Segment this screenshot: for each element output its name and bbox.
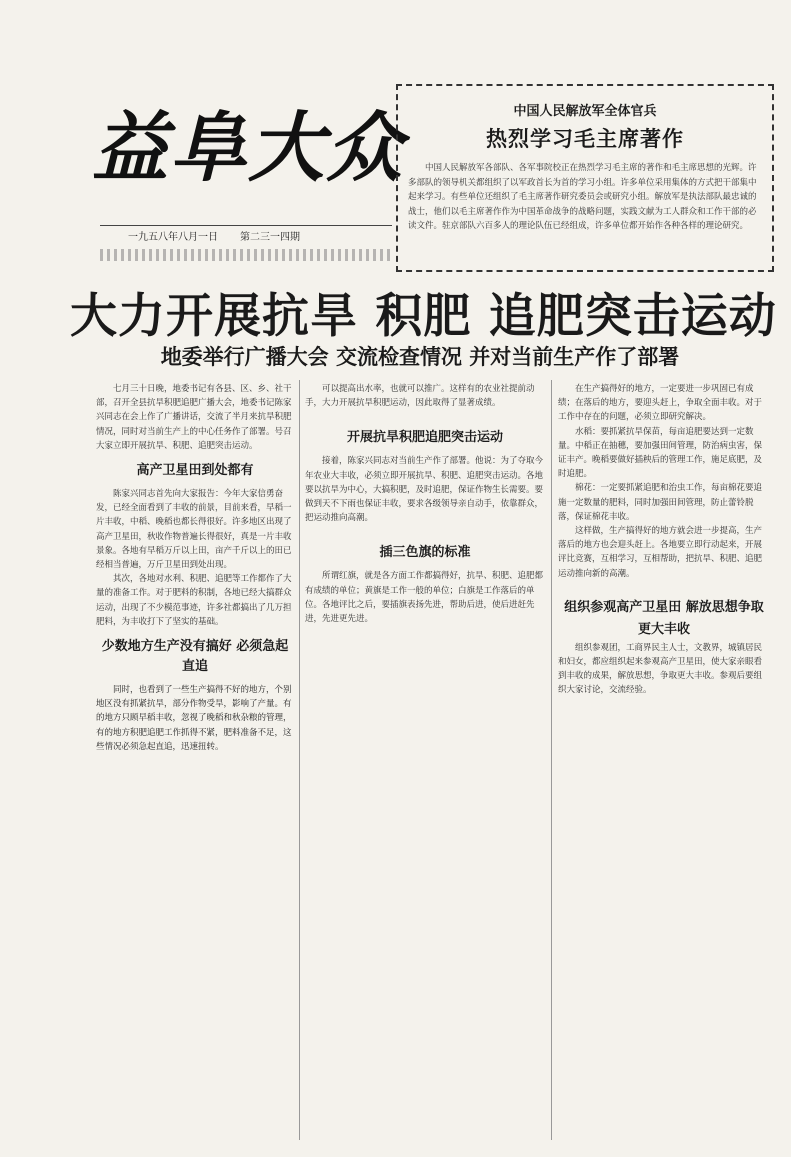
news-box-body: 中国人民解放军各部队、各军事院校正在热烈学习毛主席的著作和毛主席思想的光辉。许多部队的领导机关都组织了以军政首长为首的学习小组。许多单位采用集体的方式把干部集中起来学习。有些单位还组织了毛主席著作研究委员会或研究小组。解放军是执法部队最忠诚的战士，他们以毛主席著作作为中国革命战争的战略问题，实践文献为工人群众和工作干部的必读文件。驻京部队六百多人的理论队伍已经组成，许多单位都开始作各种各样的理论研究。 [408,163,757,231]
sub-headline: 地委举行广播大会 交流检查情况 并对当前生产作了部署 [160,344,680,369]
column-divider [299,380,300,1140]
masthead-title: 益阜大众 [92,103,404,192]
section-heading: 组织参观高产卫星田 解放思想争取更大丰收 [564,599,764,637]
section-heading: 少数地方生产没有搞好 必须急起直追 [101,639,289,675]
paragraph: 所谓红旗，就是各方面工作都搞得好，抗旱、积肥、追肥都有成绩的单位；黄旗是工作一般的单位；白旗是工作落后的单位。各地评比之后，要插旗表扬先进，帮助后进，使后进赶先进，先进更先进。 [305,571,544,625]
paragraph: 水稻：要抓紧抗旱保苗，每亩追肥要达到一定数量。中稻正在抽穗，要加强田间管理，防治病虫害，保证丰产。晚稻要做好插秧后的管理工作，施足底肥，及时追肥。 [558,426,763,480]
paragraph: 组织参观团，工商界民主人士，文教界，城镇居民和妇女，都应组织起来参观高产卫星田，使大家亲眼看到丰收的成果，解放思想，争取更大丰收。参观后要组织大家讨论，交流经验。 [558,642,763,696]
paragraph: 七月三十日晚，地委书记有各县、区、乡、社干部，召开全县抗旱积肥追肥广播大会，地委书记陈家兴同志在会上作了广播讲话，交流了半月来抗旱积肥情况，同时对当前生产上的中心任务作了部署。号召大家立即开展抗旱、积肥、追肥突击运动。 [96,384,292,451]
issue-number: 第二三一四期 [240,232,300,243]
date-bar [100,225,392,261]
decorative-border [100,249,392,261]
paragraph: 可以提高出水率，也就可以推广。这样有的农业社提前动手，大力开展抗旱积肥运动，因此取得了显著成绩。 [305,384,535,409]
paragraph: 在生产搞得好的地方，一定要进一步巩固已有成绩；在落后的地方，要迎头赶上，争取全面丰收。对于工作中存在的问题，必须立即研究解决。 [558,384,763,423]
news-box-supertitle: 中国人民解放军全体官兵 [513,104,657,119]
paragraph: 这样做，生产搞得好的地方就会进一步提高，生产落后的地方也会迎头赶上。各地要立即行动起来，开展评比竞赛，互相学习，互相帮助，把抗旱、积肥、追肥运动推向新的高潮。 [558,526,763,579]
paragraph: 棉花：一定要抓紧追肥和治虫工作，每亩棉花要追施一定数量的肥料，同时加强田间管理，防止蕾铃脱落，保证棉花丰收。 [558,483,763,522]
section-heading: 开展抗旱积肥追肥突击运动 [346,430,503,446]
section-heading: 高产卫星田到处都有 [136,463,254,479]
article-column-2 [305,382,545,1142]
section-heading: 插三色旗的标准 [379,545,471,561]
paragraph: 同时，也看到了一些生产搞得不好的地方，个别地区没有抓紧抗旱，部分作物受旱，影响了产量。有的地方只顾早稻丰收，忽视了晚稻和秋杂粮的管理，有的地方积肥追肥工作抓得不紧，肥料准备不足，这些情况必须急起直追，迅速扭转。 [96,685,292,752]
news-box [396,84,774,272]
article-column-3 [558,382,770,1142]
article-column-1 [96,382,294,1142]
paragraph: 接着，陈家兴同志对当前生产作了部署。他说：为了夺取今年农业大丰收，必须立即开展抗旱、积肥、追肥突击运动。各地要以抗旱为中心，大搞积肥，及时追肥，保证作物生长需要。要做到天不下雨也保证丰收，要求各级领导亲自动手，依靠群众，把运动推向高潮。 [305,456,544,524]
issue-date: 一九五八年八月一日 [128,232,218,243]
paragraph: 其次，各地对水利、积肥、追肥等工作都作了大量的准备工作。对于肥料的积制，各地已经大搞群众运动，出现了不少模范事迹，许多社都搞出了几万担肥料，为丰收打下了坚实的基础。 [96,574,292,627]
column-divider [551,380,552,1140]
news-box-title: 热烈学习毛主席著作 [486,126,684,151]
main-headline: 大力开展抗旱 积肥 追肥突击运动 [70,289,777,344]
paragraph: 陈家兴同志首先向大家报告：今年大家信勇奋发，已经全面看到了丰收的前景，目前来看，早稻一片丰收，中稻、晚稻也都长得很好。许多地区出现了高产卫星田，秋收作物普遍长得很好，真是一片丰收景象。各地有早稻万斤以上田，亩产千斤以上的田已经相当普遍，万斤卫星田到处出现。 [96,489,292,571]
